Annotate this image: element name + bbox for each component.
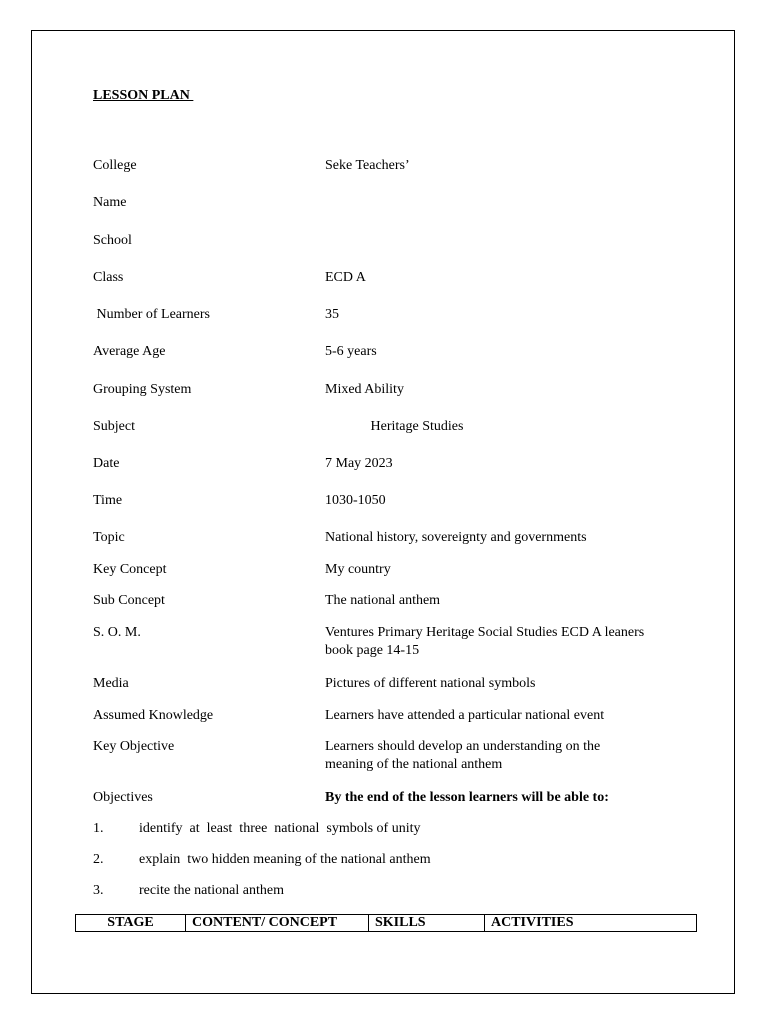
field-label: School [93,233,132,248]
objective-number: 1. [93,821,104,836]
field-label: Topic [93,530,125,545]
field-label: Name [93,195,127,210]
field-value: Learners have attended a particular national event [325,708,605,723]
field-value: Ventures Primary Heritage Social Studies ECD A leaners book page 14-15 [325,625,645,658]
field-value: ECD A [325,270,366,285]
field-label: Grouping System [93,382,192,397]
objective-text: explain two hidden meaning of the national anthem [139,852,431,867]
header-activities: ACTIVITIES [485,915,697,932]
objective-number: 2. [93,852,104,867]
field-label: Time [93,493,123,508]
field-label: Average Age [93,344,166,359]
field-label: Subject [93,419,135,434]
field-value: Mixed Ability [325,382,404,397]
header-content-concept: CONTENT/ CONCEPT [186,915,369,932]
field-label: Assumed Knowledge [93,708,214,723]
objective-text: recite the national anthem [139,883,284,898]
header-stage: STAGE [76,915,186,932]
field-value: The national anthem [325,593,441,608]
field-label: Number of Learners [93,307,211,322]
document-title: LESSON PLAN [93,88,194,103]
field-value: 5-6 years [325,344,377,359]
field-label: Class [93,270,124,285]
header-skills: SKILLS [369,915,485,932]
field-value: National history, sovereignty and governments [325,530,587,545]
field-value: 1030-1050 [325,493,386,508]
table-header-row [76,915,697,932]
field-value: Heritage Studies [325,419,464,434]
field-value: Learners should develop an understanding on the meaning of the national anthem [325,739,601,772]
lesson-stage-table [75,914,697,932]
field-label: Date [93,456,120,471]
objective-text: identify at least three national symbols of unity [139,821,421,836]
field-value: By the end of the lesson learners will be able to: [325,790,609,805]
field-label: Key Objective [93,739,175,754]
field-label: Media [93,676,129,691]
field-label: Objectives [93,790,153,805]
field-label: S. O. M. [93,625,141,640]
objective-number: 3. [93,883,104,898]
field-label: Key Concept [93,562,167,577]
field-value: 35 [325,307,339,322]
field-label: College [93,158,137,173]
field-value: Pictures of different national symbols [325,676,536,691]
field-value: 7 May 2023 [325,456,393,471]
field-value: My country [325,562,391,577]
field-label: Sub Concept [93,593,165,608]
field-value: Seke Teachers’ [325,158,410,173]
